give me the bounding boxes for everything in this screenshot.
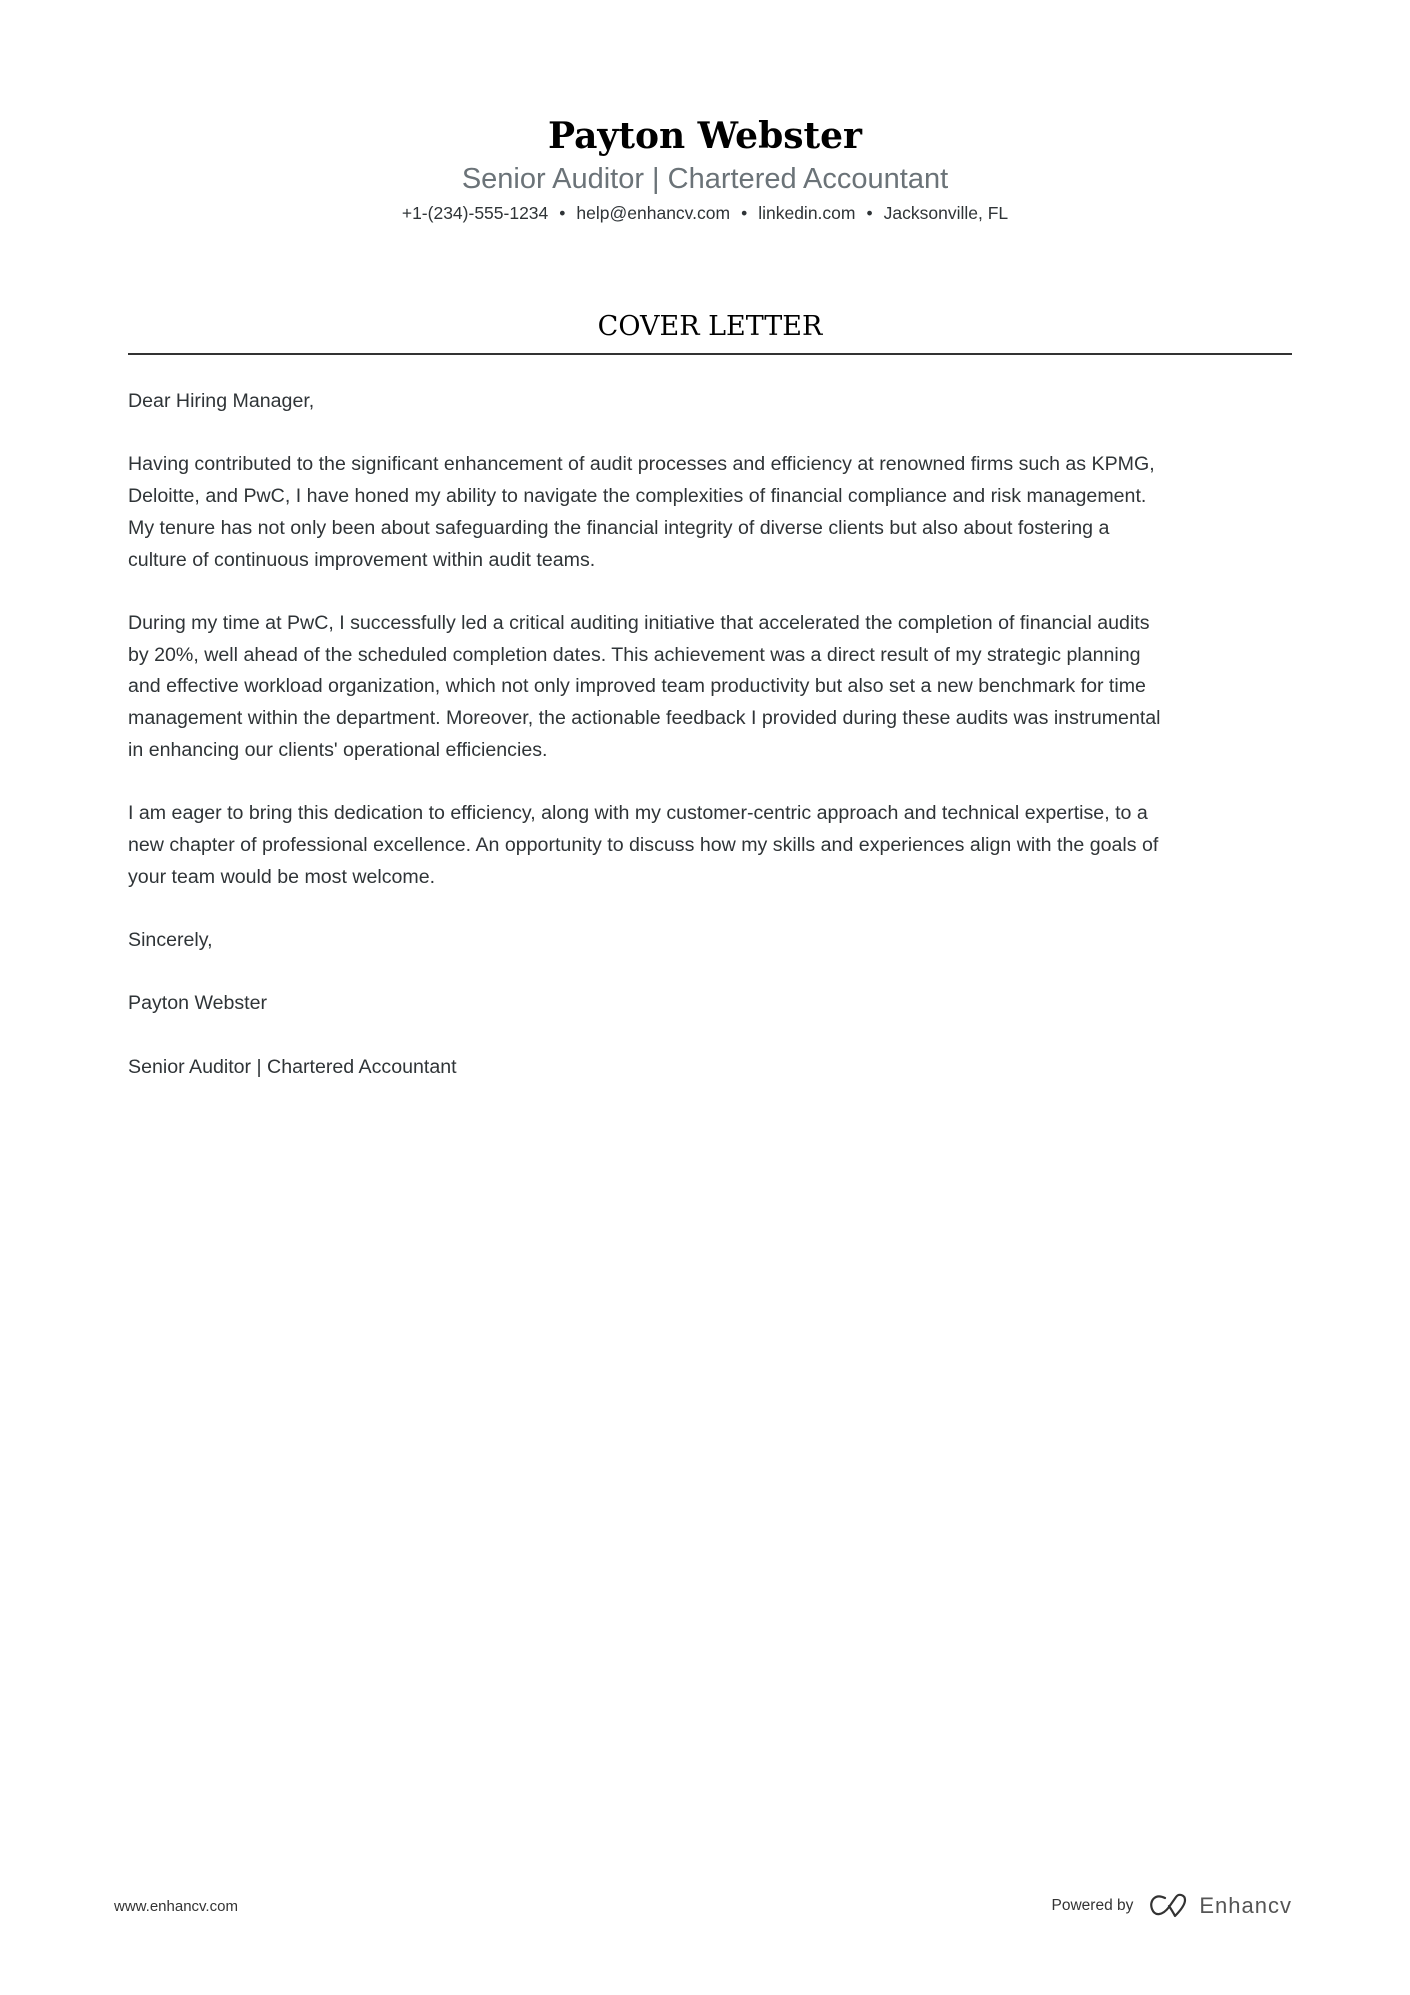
text-line: culture of continuous improvement within audit teams. (128, 548, 596, 571)
text-line: your team would be most welcome. (128, 865, 436, 888)
closing: Sincerely, (128, 928, 213, 951)
text-line: in enhancing our clients' operational efficiencies. (128, 738, 548, 761)
text-line: Deloitte, and PwC, I have honed my ability to navigate the complexities of financial compliance and risk management. (128, 485, 1147, 508)
text-line: management within the department. Moreover, the actionable feedback I provided during these audits was instrumental (128, 707, 1161, 729)
signature-title: Senior Auditor | Chartered Accountant (128, 1055, 457, 1078)
enhancv-logo-icon (1149, 1893, 1189, 1919)
powered-by-label: Powered by (1051, 1897, 1134, 1914)
contact-phone: +1-(234)-555-1234 (401, 203, 549, 223)
footer-website-link[interactable]: www.enhancv.com (114, 1898, 238, 1915)
separator-dot: • (741, 203, 748, 223)
text-line: and effective workload organization, which not only improved team productivity but also set a new benchmark for time (128, 675, 1146, 698)
enhancv-logo[interactable] (1149, 1893, 1292, 1919)
separator-dot: • (559, 203, 566, 223)
footer-branding (1052, 1893, 1292, 1919)
text-line: I am eager to bring this dedication to efficiency, along with my customer-centric approach and technical expertise, to a (128, 802, 1148, 825)
text-line: During my time at PwC, I successfully led a critical auditing initiative that accelerated the completion of financial audits (128, 611, 1150, 634)
paragraph-1 (128, 449, 1292, 576)
document-title: COVER LETTER (597, 311, 823, 342)
text-line: Having contributed to the significant enhancement of audit processes and efficiency at renowned firms such as KPMG, (128, 453, 1155, 476)
text-line: My tenure has not only been about safeguarding the financial integrity of diverse clients but also about fostering a (128, 516, 1110, 539)
text-line: new chapter of professional excellence. An opportunity to discuss how my skills and experiences align with the goals of (128, 833, 1159, 856)
signature-name: Payton Webster (128, 992, 268, 1015)
applicant-name: Payton Webster (547, 115, 863, 157)
paragraph-2 (128, 608, 1292, 767)
applicant-title: Senior Auditor | Chartered Accountant (461, 163, 949, 195)
brand-name: Enhancv (1199, 1893, 1292, 1918)
letter-body (128, 386, 1292, 1115)
separator-dot: • (866, 203, 873, 223)
contact-linkedin: linkedin.com (758, 203, 856, 223)
contact-email: help@enhancv.com (576, 203, 731, 223)
paragraph-3 (128, 798, 1292, 893)
resume-header (0, 112, 1410, 226)
document-title-section (128, 309, 1292, 355)
text-line: by 20%, well ahead of the scheduled completion dates. This achievement was a direct result of my strategic planning (128, 643, 1141, 666)
contact-location: Jacksonville, FL (883, 203, 1009, 223)
contact-info (0, 200, 1410, 226)
greeting: Dear Hiring Manager, (128, 390, 315, 412)
